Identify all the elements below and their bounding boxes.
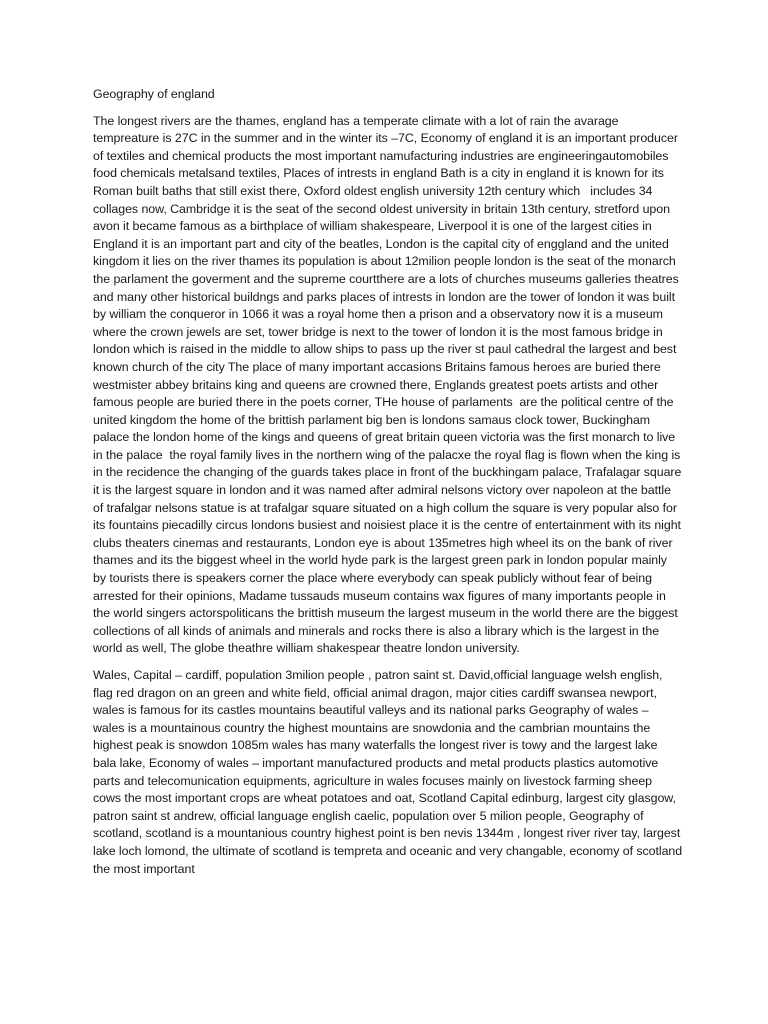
paragraph-england: The longest rivers are the thames, england has a temperate climate with a lot of rain the avarage tempreature is 27C in the summer and in the winter its –7C, Economy of england it is an important producer of textiles and chemical products the most important namufacturing industries are engineeringautomobiles food chemicals metalsand textiles, Places of intrests in england Bath is a city in england it is known for its Roman built baths that still exist there, Oxford oldest english university 12th century which includes 34 collages now, Cambridge it is the seat of the second oldest university in britain 13th century, stretford upon avon it became famous as a birthplace of william shakespeare, Liverpool it is one of the largest cities in England it is an important part and city of the beatles, London is the capital city of enggland and the united kingdom it lies on the river thames its population is about 12milion people london is the seat of the monarch the parlament the goverment and the supreme courtthere are a lots of churches museums galleries theatres and many other historical buildngs and parks places of intrests in london are the tower of london it was built by william the conqueror in 1066 it was a royal home then a prison and a observatory now it is a museum where the crown jewels are set, tower bridge is next to the tower of london it is the most famous bridge in london which is raised in the middle to allow ships to pass up the river st paul cathedral the largest and best known church of the city The place of many important accasions Britains famous heroes are buried there westmister abbey britains king and queens are crowned there, Englands greatest poets artists and other famous people are buried there in the poets corner, THe house of parlaments are the political centre of the united kingdom the home of the brittish parlament big ben is londons samaus clock tower, Buckingham palace the london home of the kings and queens of great britain queen victoria was the first monarch to live in the palace the royal family lives in the northern wing of the palacxe the royal flag is flown when the king is in the recidence the changing of the guards takes place in front of the buckhingam palace, Trafalagar square it is the largest square in london and it was named after admiral nelsons victory over napoleon at the battle of trafalgar nelsons statue is at trafalgar square situated on a high collum the square is very popular also for its fountains piecadilly circus londons busiest and noisiest place it is the centre of entertainment with its night clubs theaters cinemas and restaurants, London eye is about 135metres high wheel its on the bank of river thames and its the biggest wheel in the world hyde park is the largest green park in london popular mainly by tourists there is speakers corner the place where everybody can speak publicly without fear of being arrested for their opinions, Madame tussauds museum contains wax figures of many importants people in the world singers actorspoliticans the brittish museum the largest museum in the world there are the biggest collections of all kinds of animals and minerals and rocks there is also a library which is the largest in the world as well, The globe theathre william shakespear theatre london university. xyxy=(93,113,685,656)
document-body xyxy=(93,86,686,887)
document-title: Geography of england xyxy=(93,87,215,101)
paragraph-wales-scotland: Wales, Capital – cardiff, population 3milion people , patron saint st. David,official language welsh english, flag red dragon on an green and white field, official animal dragon, major cities cardiff swansea newport, wales is famous for its castles mountains beautiful valleys and its national parks Geography of wales – wales is a mountainous country the highest mountains are snowdonia and the cambrian mountains the highest peak is snowdon 1085m wales has many waterfalls the longest river is towy and the largest lake bala lake, Economy of wales – important manufactured products and metal products plastics automotive parts and telecomunication equipments, agriculture in wales focuses mainly on livestock farming sheep cows the most important crops are wheat potatoes and oat, Scotland Capital edinburg, largest city glasgow, patron saint st andrew, official language english caelic, population over 5 milion people, Geography of scotland, scotland is a mountanious country highest point is ben nevis 1344m , longest river river tay, largest lake loch lomond, the ultimate of scotland is tempreta and oceanic and very changable, economy of scotland the most important xyxy=(93,668,686,876)
